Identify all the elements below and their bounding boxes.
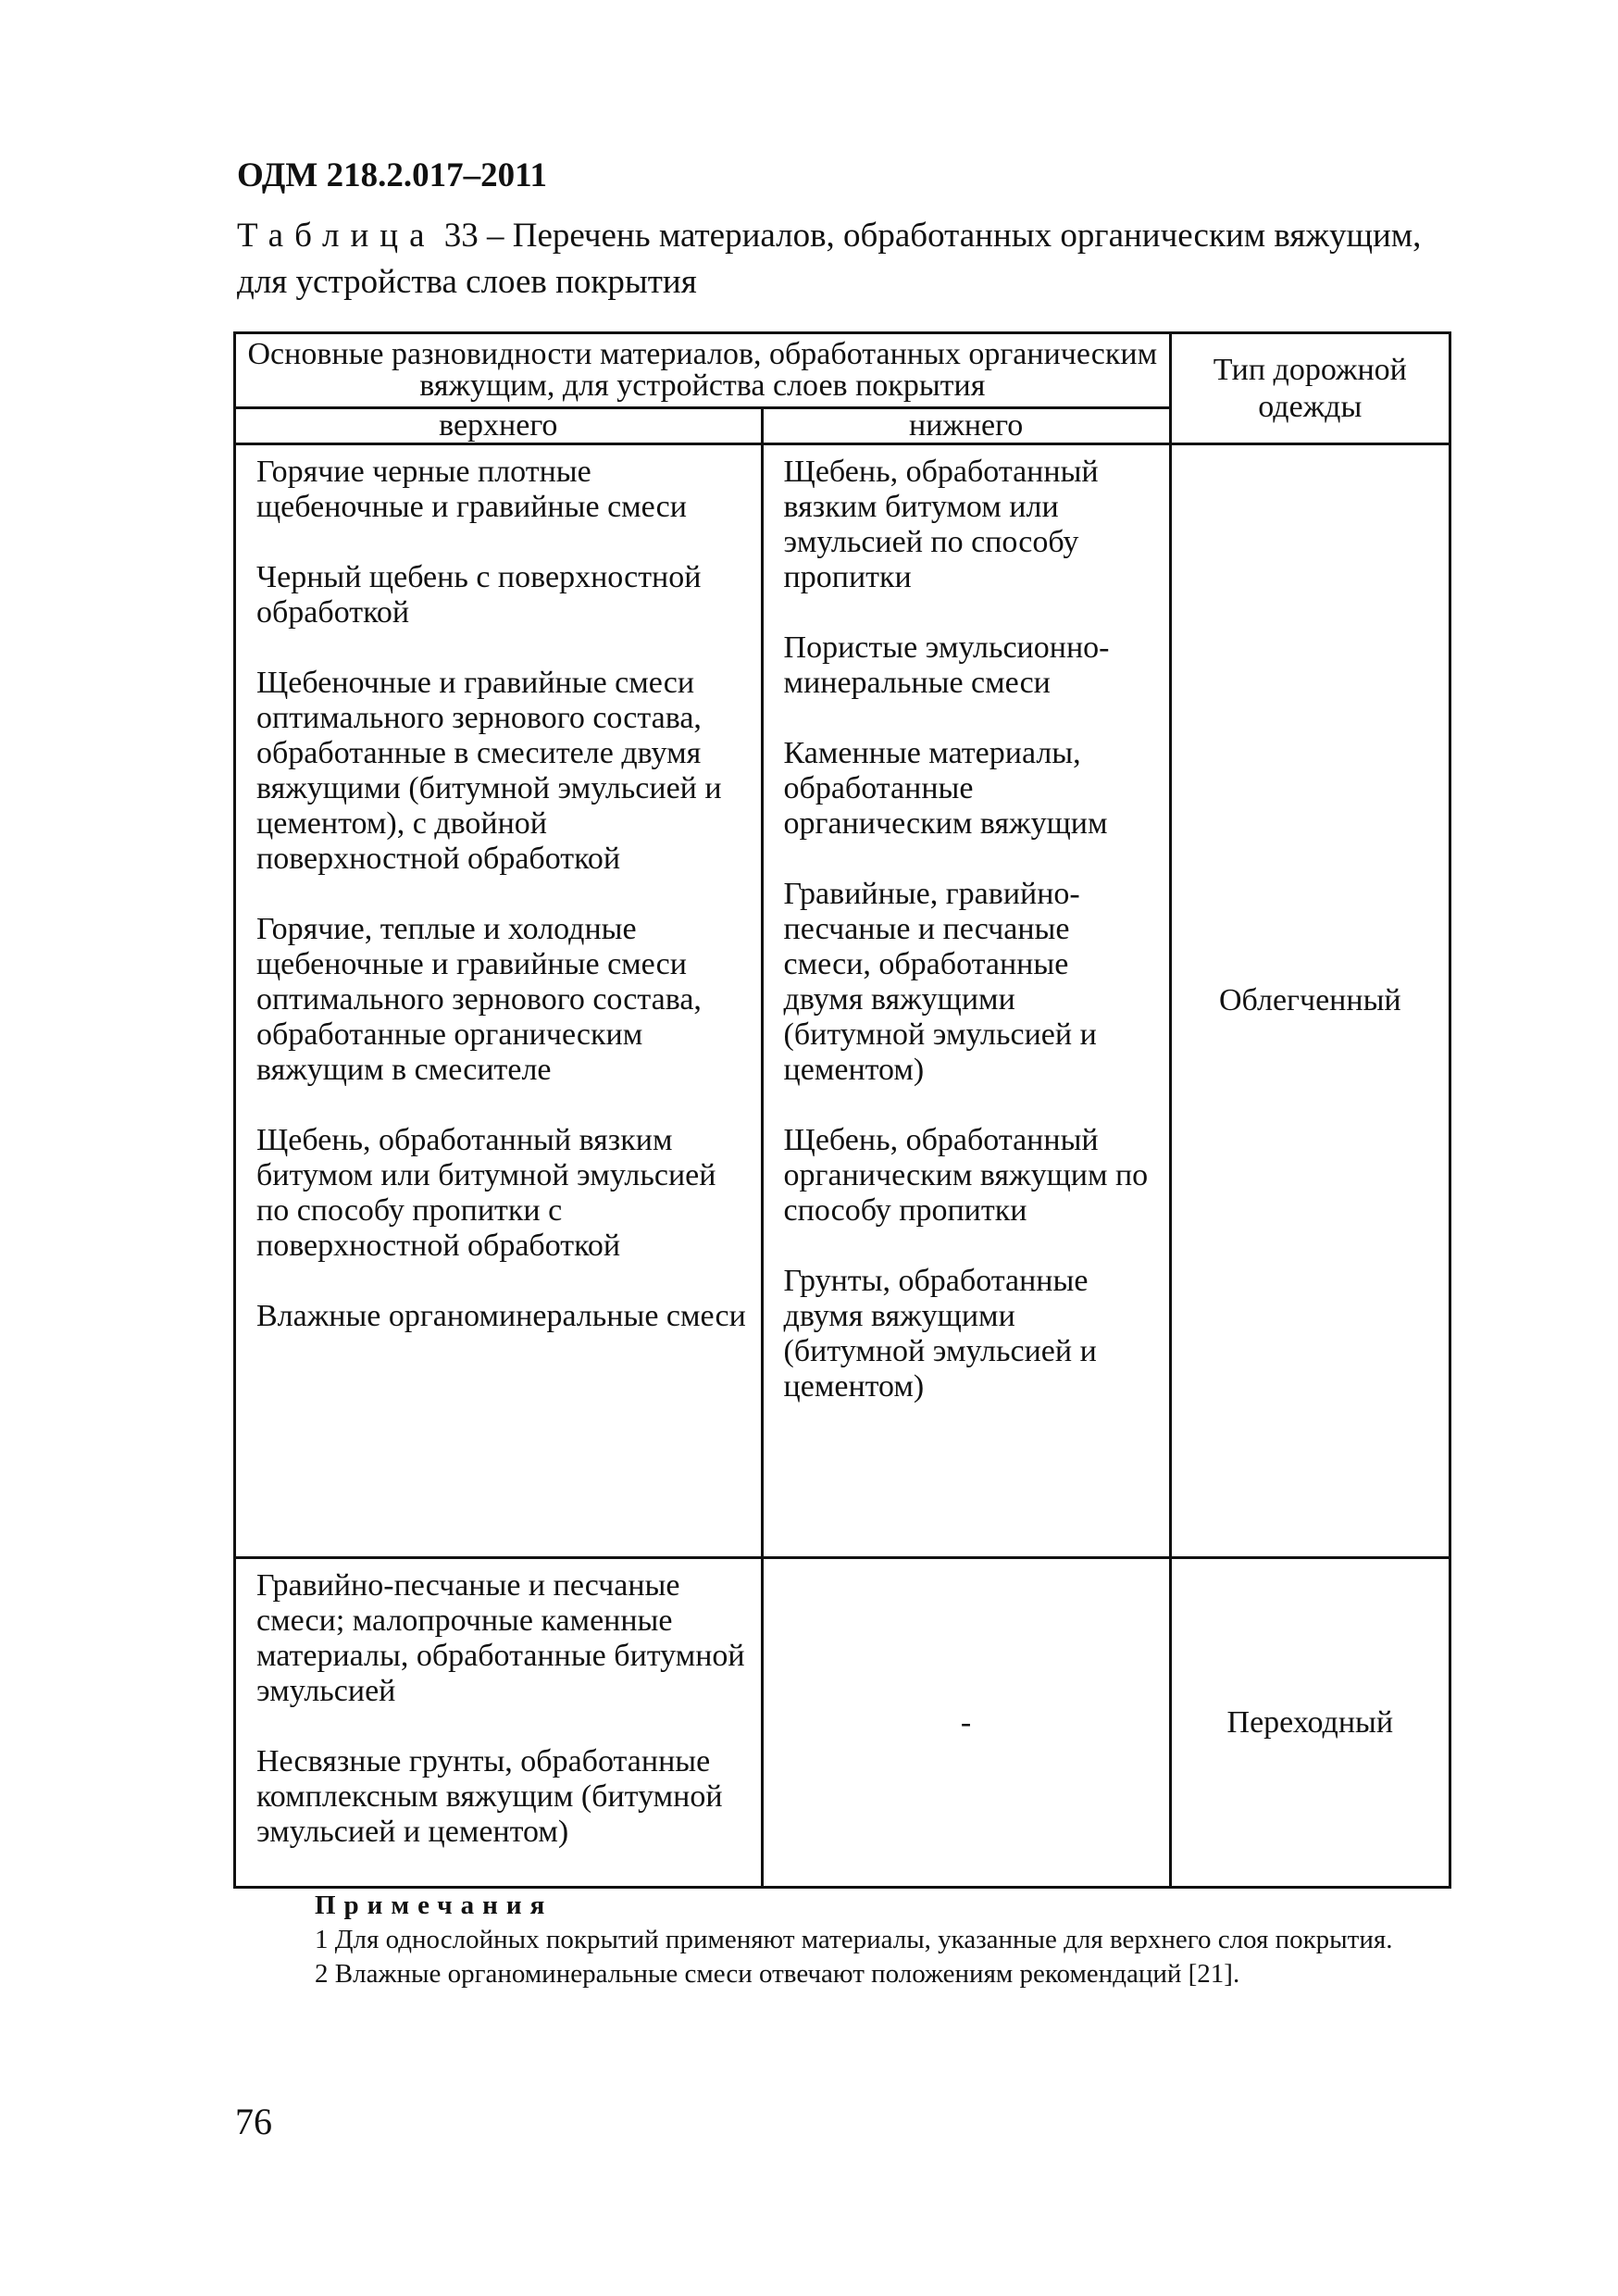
material-item: Щебень, обработанный вязким битумом или эмульсией по способу пропитки: [783, 455, 1099, 594]
upper-layer-cell: [235, 1558, 763, 1888]
table-caption-text: 33 – Перечень материалов, обработанных органическим вяжущим, для устройства слоев покрытия: [237, 217, 1422, 301]
notes-section: [235, 1889, 1453, 1991]
lower-layer-cell: -: [762, 1558, 1170, 1888]
document-code: ОДМ 218.2.017–2011: [237, 156, 548, 194]
table-caption-label: Таблица: [237, 217, 436, 255]
lower-layer-cell: [762, 444, 1170, 1558]
material-item: Пористые эмульсионно-минеральные смеси: [783, 630, 1110, 700]
pavement-type-cell: Облегченный: [1170, 444, 1450, 1558]
material-item: Грунты, обработанные двумя вяжущими (битумной эмульсией и цементом): [783, 1264, 1097, 1404]
notes-title: Примечания: [315, 1890, 554, 1920]
material-item: Несвязные грунты, обработанные комплексным вяжущим (битумной эмульсией и цементом): [256, 1744, 723, 1849]
material-item: Каменные материалы, обработанные органическим вяжущим: [783, 736, 1108, 841]
material-item: Щебеночные и гравийные смеси оптимального зернового состава, обработанные в смесителе двумя вяжущими (битумной эмульсией и цементом), с двойной поверхностной обработкой: [256, 666, 722, 876]
pavement-type-cell: Переходный: [1170, 1558, 1450, 1888]
table-row: [235, 444, 1450, 1558]
upper-layer-cell: [235, 444, 763, 1558]
table-header-row: [235, 333, 1450, 408]
material-item: Гравийные, гравийно-песчаные и песчаные смеси, обработанные двумя вяжущими (битумной эмульсией и цементом): [783, 877, 1097, 1087]
material-item: Щебень, обработанный вязким битумом или битумной эмульсией по способу пропитки с поверхностной обработкой: [256, 1123, 716, 1263]
material-item: Щебень, обработанный органическим вяжущим по способу пропитки: [783, 1123, 1149, 1228]
material-item: Черный щебень с поверхностной обработкой: [256, 560, 702, 630]
material-item: Гравийно-песчаные и песчаные смеси; малопрочные каменные материалы, обработанные битумной эмульсией: [256, 1568, 745, 1708]
material-item: Влажные органоминеральные смеси: [256, 1299, 746, 1333]
upper-layer-header: верхнего: [235, 408, 763, 444]
group-header: Основные разновидности материалов, обработанных органическим вяжущим, для устройства слоев покрытия: [235, 333, 1171, 408]
type-header: Тип дорожной одежды: [1170, 333, 1450, 444]
materials-table: [233, 331, 1451, 1889]
table-row: [235, 1558, 1450, 1888]
material-item: Горячие черные плотные щебеночные и гравийные смеси: [256, 455, 687, 524]
material-item: Горячие, теплые и холодные щебеночные и гравийные смеси оптимального зернового состава, обработанные органическим вяжущим в смесителе: [256, 912, 702, 1087]
note-item: 2 Влажные органоминеральные смеси отвечают положениям рекомендаций [21].: [315, 1959, 1240, 1989]
table-caption: [237, 213, 1450, 306]
note-item: 1 Для однослойных покрытий применяют материалы, указанные для верхнего слоя покрытия.: [315, 1925, 1393, 1954]
lower-layer-header: нижнего: [762, 408, 1170, 444]
page-number: 76: [235, 2101, 272, 2142]
